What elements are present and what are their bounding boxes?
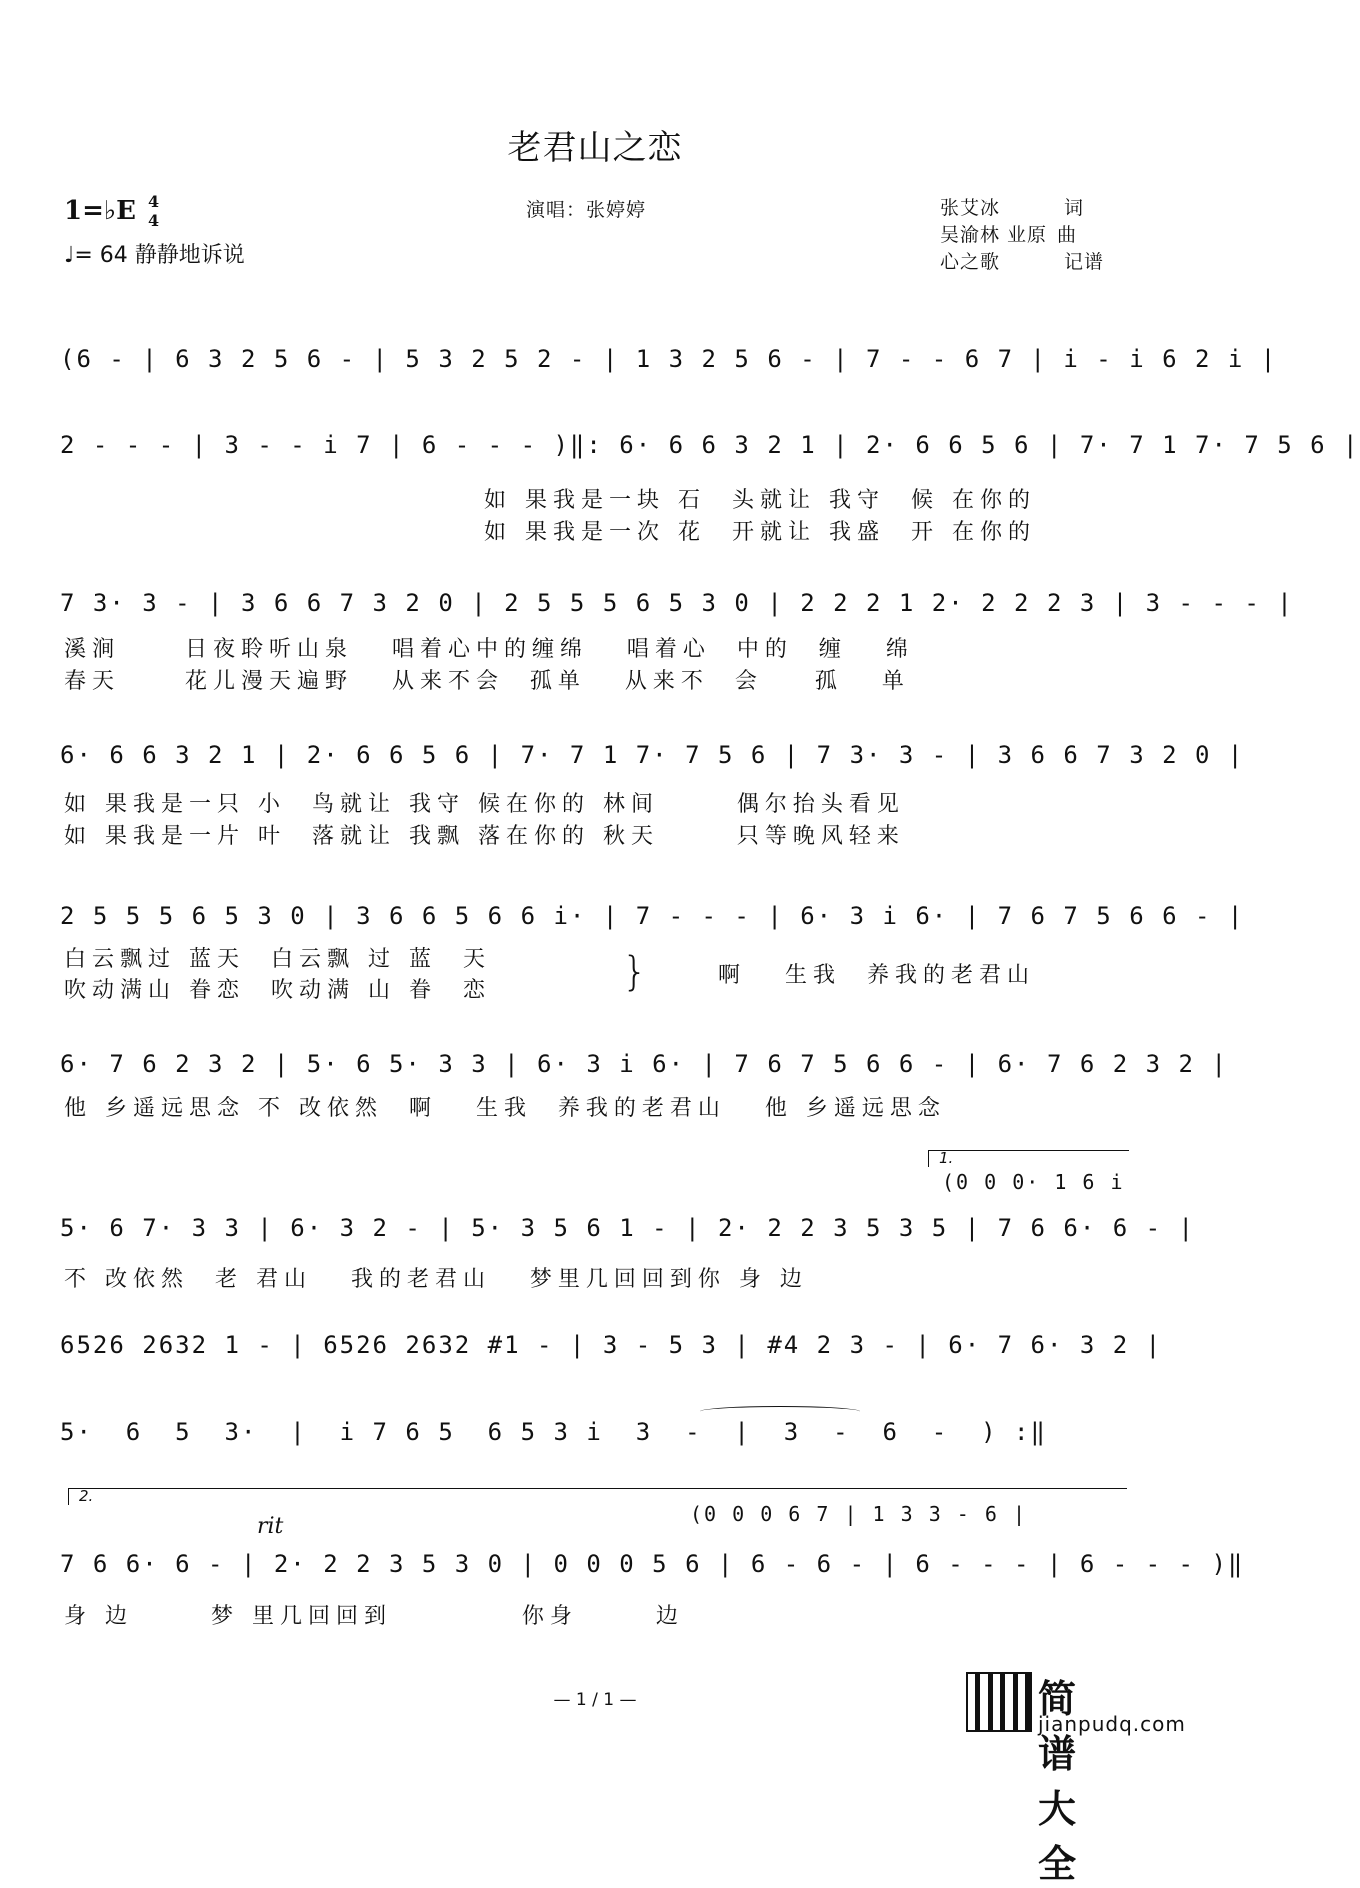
credit-name: 张艾冰 bbox=[940, 197, 1001, 219]
piano-keys-icon bbox=[966, 1672, 1032, 1732]
lyric-line-6-verse-1: 他 乡遥远思念 不 改依然 啊 生我 养我的老君山 他 乡遥远思念 bbox=[64, 1096, 946, 1121]
lyric-line-2-verse-1: 如 果我是一块 石 头就让 我守 候 在你的 bbox=[484, 488, 1036, 513]
tie-arc bbox=[700, 1406, 860, 1417]
score-line-9: 5· 6 5 3· | i 7 6 5 6 5 3 i 3 - | 3 - 6 - ) :‖ bbox=[60, 1418, 1047, 1446]
volta-label: 2. bbox=[79, 1487, 94, 1505]
lyric-line-3-verse-1: 溪涧 日夜聆听山泉 唱着心中的缠绵 唱着心 中的 缠 绵 bbox=[64, 637, 914, 662]
lyric-line-3-verse-2: 春天 花儿漫天遍野 从来不会 孤单 从来不 会 孤 单 bbox=[64, 669, 910, 694]
verse-brace-icon: } bbox=[622, 949, 648, 995]
lyric-line-2-verse-2: 如 果我是一次 花 开就让 我盛 开 在你的 bbox=[484, 520, 1036, 545]
score-line-10: 7 6 6· 6 - | 2· 2 2 3 5 3 0 | 0 0 0 5 6 | 6 - 6 - | 6 - - - | 6 - - - )‖ bbox=[60, 1550, 1245, 1578]
key-signature: 1=♭E bbox=[64, 196, 136, 226]
credit-name: 心之歌 bbox=[940, 251, 1001, 273]
credit-name: 吴渝林 业原 bbox=[940, 224, 1048, 246]
credit-composer bbox=[940, 222, 1104, 249]
score-line-6: 6· 7 6 2 3 2 | 5· 6 5· 3 3 | 6· 3 i 6· | 7 6 7 5 6 6 - | 6· 7 6 2 3 2 | bbox=[60, 1050, 1228, 1078]
volta-label: 1. bbox=[939, 1149, 954, 1167]
score-line-4: 6· 6 6 3 2 1 | 2· 6 6 5 6 | 7· 7 1 7· 7 5 6 | 7 3· 3 - | 3 6 6 7 3 2 0 | bbox=[60, 741, 1245, 769]
lyric-line-5-shared: 啊 生我 养我的老君山 bbox=[718, 963, 1035, 988]
lyric-line-4-verse-1: 如 果我是一只 小 鸟就让 我守 候在你的 林间 偶尔抬头看见 bbox=[64, 792, 905, 817]
lyric-line-5-verse-2: 吹动满山 眷恋 吹动满 山 眷 恋 bbox=[64, 978, 491, 1003]
page-number: — 1 / 1 — bbox=[553, 1690, 637, 1710]
tempo-marking: ♩= 64 静静地诉说 bbox=[64, 243, 245, 268]
credit-role: 记谱 bbox=[1064, 251, 1105, 273]
lyric-line-7-verse-1: 不 改依然 老 君山 我的老君山 梦里几回回到你 身 边 bbox=[64, 1267, 808, 1292]
logo-brand: 简谱大全 bbox=[1038, 1677, 1078, 1886]
credit-role: 曲 bbox=[1057, 224, 1078, 246]
credits-block bbox=[940, 195, 1104, 276]
credit-role: 词 bbox=[1064, 197, 1085, 219]
singer-credit: 演唱：张婷婷 bbox=[526, 199, 647, 221]
credit-lyricist bbox=[940, 195, 1104, 222]
score-line-5: 2 5 5 5 6 5 3 0 | 3 6 6 5 6 6 i· | 7 - - - | 6· 3 i 6· | 7 6 7 5 6 6 - | bbox=[60, 902, 1245, 930]
ritardando-marking: rit bbox=[257, 1514, 284, 1539]
time-signature bbox=[148, 192, 159, 230]
ossia-line-7: (0 0 0· 1 6 i bbox=[942, 1170, 1125, 1194]
time-signature-bottom: 4 bbox=[148, 211, 160, 230]
logo-site: jianpudq.com bbox=[1038, 1712, 1186, 1736]
score-line-8: 6526 2632 1 - | 6526 2632 #1 - | 3 - 5 3 | #4 2 3 - | 6· 7 6· 3 2 | bbox=[60, 1331, 1163, 1359]
score-line-2: 2 - - - | 3 - - i 7 | 6 - - - )‖: 6· 6 6 3 2 1 | 2· 6 6 5 6 | 7· 7 1 7· 7 5 6 | bbox=[60, 431, 1360, 459]
lyric-line-4-verse-2: 如 果我是一片 叶 落就让 我飘 落在你的 秋天 只等晚风轻来 bbox=[64, 824, 905, 849]
lyric-line-5-verse-1: 白云飘过 蓝天 白云飘 过 蓝 天 bbox=[64, 947, 491, 972]
credit-transcriber bbox=[940, 249, 1104, 276]
lyric-line-10-verse-1: 身 边 梦 里几回回到 你身 边 bbox=[64, 1604, 684, 1629]
song-title: 老君山之恋 bbox=[507, 128, 683, 168]
score-line-7: 5· 6 7· 3 3 | 6· 3 2 - | 5· 3 5 6 1 - | 2· 2 2 3 5 3 5 | 7 6 6· 6 - | bbox=[60, 1214, 1195, 1242]
ossia-line-10: (0 0 0 6 7 | 1 3 3 - 6 | bbox=[690, 1502, 1027, 1526]
volta-bracket-1 bbox=[928, 1150, 1129, 1167]
time-signature-top: 4 bbox=[148, 192, 160, 211]
score-line-3: 7 3· 3 - | 3 6 6 7 3 2 0 | 2 5 5 5 6 5 3 0 | 2 2 2 1 2· 2 2 2 3 | 3 - - - | bbox=[60, 589, 1294, 617]
score-line-1: (6 - | 6 3 2 5 6 - | 5 3 2 5 2 - | 1 3 2 5 6 - | 7 - - 6 7 | i - i 6 2 i | bbox=[60, 345, 1278, 373]
